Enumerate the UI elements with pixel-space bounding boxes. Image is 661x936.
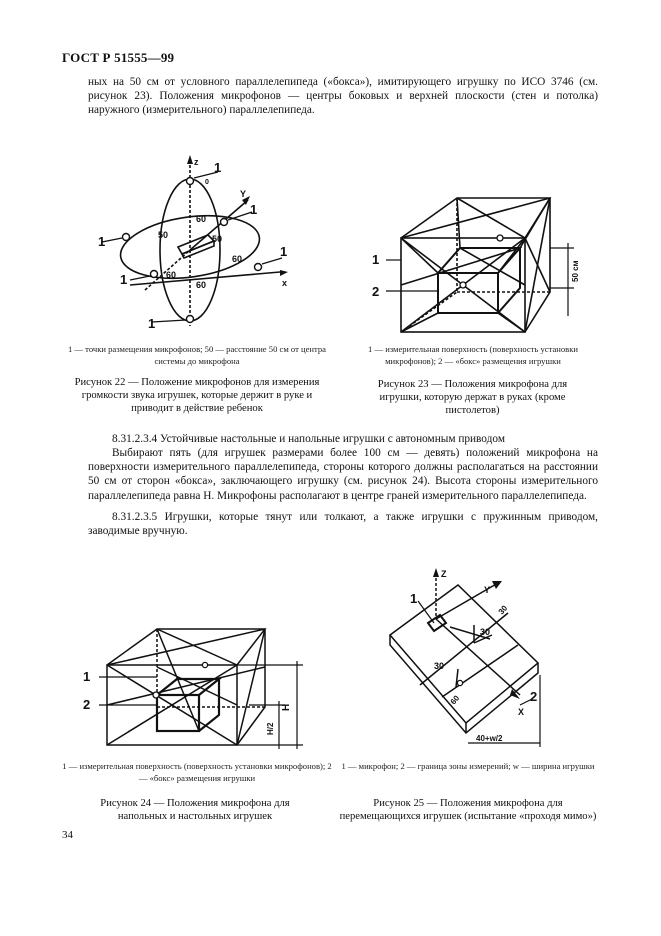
fig25-dim-40w2: 40+w/2 xyxy=(476,734,503,743)
fig22-dist-60d: 60 xyxy=(196,280,207,290)
fig24-dim-h2: H/2 xyxy=(266,722,275,735)
figure-22-caption: Рисунок 22 — Положение микрофонов для измерения громкости звука игрушек, которые держит в руке и приводит в действие ребенок xyxy=(74,377,320,414)
fig22-dist-50a: 50 xyxy=(158,230,169,240)
figure-22-diagram xyxy=(90,150,310,340)
fig22-label-1f: 1 xyxy=(148,316,156,331)
intro-paragraph: ных на 50 см от условного параллелепипеда («бокса»), имитирующего игрушку по ИСО 3746 (см. рисунок 23). Положения микрофонов — центры боковых и верхней плоскости (стен и потолка) наружного (измерительного) параллелепипеда. xyxy=(88,76,598,117)
fig22-label-1b: 1 xyxy=(250,202,258,217)
figure-23-legend: 1 — измерительная поверхность (поверхность установки микрофонов); 2 — «бокс» размещения игрушки xyxy=(368,344,578,366)
figure-24-caption: Рисунок 24 — Положения микрофона для напольных и настольных игрушек xyxy=(100,798,290,822)
figure-22-legend: 1 — точки размещения микрофонов; 50 — расстояние 50 см от центра системы до микрофона xyxy=(67,344,326,366)
fig25-dist-30c: 30 xyxy=(496,603,510,617)
figure-24-legend: 1 — измерительная поверхность (поверхность установки микрофонов); 2 — «бокс» размещения игрушки xyxy=(62,761,332,783)
fig22-label-1a: 1 xyxy=(214,160,222,175)
fig25-label-2: 2 xyxy=(530,689,538,704)
section-heading: 8.31.2.3.4 Устойчивые настольные и напольные игрушки с автономным приводом xyxy=(112,433,505,445)
fig22-axis-y: Y xyxy=(240,189,247,199)
fig24-label-2: 2 xyxy=(83,697,91,712)
fig22-small-o: 0 xyxy=(205,179,209,186)
fig22-axis-x: x xyxy=(282,278,288,288)
figure-25-caption: Рисунок 25 — Положения микрофона для перемещающихся игрушек (испытание «проходя мимо») xyxy=(339,798,597,822)
figure-25-diagram xyxy=(380,565,580,755)
figure-23-caption: Рисунок 23 — Положения микрофона для игрушки, которую держат в руках (кроме пистолетов) xyxy=(377,379,568,416)
document-header: ГОСТ Р 51555—99 xyxy=(62,50,175,65)
fig22-dist-60a: 60 xyxy=(196,214,207,224)
fig24-dim-h: H xyxy=(281,703,292,711)
fig25-axis-x: X xyxy=(518,707,525,717)
section-next: 8.31.2.3.5 Игрушки, которые тянут или толкают, а также игрушки с пружинным приводом, заводимые вручную. xyxy=(88,511,598,538)
fig25-label-1: 1 xyxy=(410,591,418,606)
fig22-dist-50b: 50 xyxy=(212,234,223,244)
fig23-dim-50cm: 50 см xyxy=(571,260,580,282)
section-body: Выбирают пять (для игрушек размерами более 100 см — девять) положений микрофона на поверхности измерительного параллелепипеда, стороны которого должны располагаться на расстоянии 50 см от сторон «бокса», заключающего игрушку (см. рисунок 24). Высота стороны измерительного параллелепипеда равна H. Микрофоны располагают в центре граней измерительного параллелепипеда. xyxy=(88,447,598,502)
fig25-dist-30b: 30 xyxy=(434,661,445,671)
fig22-dist-60b: 60 xyxy=(232,254,243,264)
fig23-label-1: 1 xyxy=(372,252,380,267)
fig25-axis-z: Z xyxy=(441,569,447,579)
figure-24-diagram xyxy=(75,615,310,755)
fig25-axis-y: Y xyxy=(484,585,491,595)
figure-23-diagram xyxy=(360,188,590,338)
fig22-dist-60c: 60 xyxy=(166,270,177,280)
fig25-dist-60: 60 xyxy=(448,693,462,707)
fig22-axis-z: z xyxy=(194,157,199,167)
fig23-label-2: 2 xyxy=(372,284,380,299)
fig25-dist-30a: 30 xyxy=(480,627,491,637)
page-number: 34 xyxy=(62,829,73,841)
figure-25-legend: 1 — микрофон; 2 — граница зоны измерений; w — ширина игрушки xyxy=(341,761,595,771)
fig24-label-1: 1 xyxy=(83,669,91,684)
fig22-label-1d: 1 xyxy=(280,244,288,259)
fig22-label-1e: 1 xyxy=(120,272,128,287)
fig22-label-1c: 1 xyxy=(98,234,106,249)
